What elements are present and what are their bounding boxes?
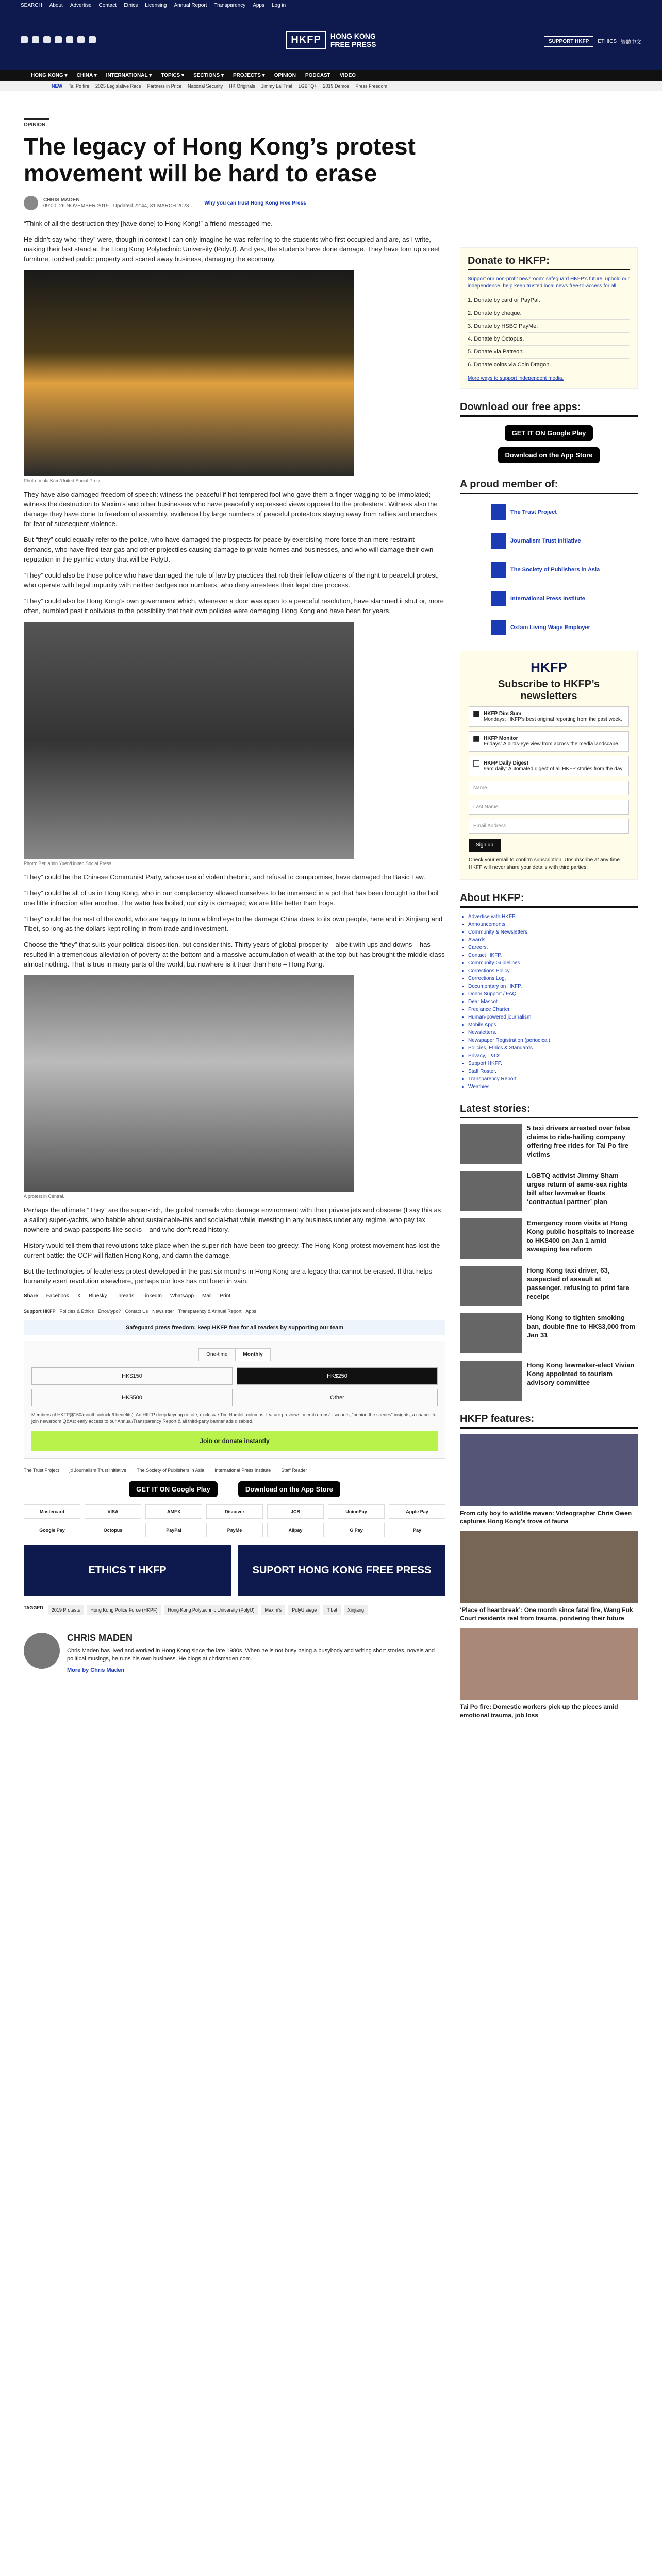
nav-item[interactable]: TOPICS ▾ [161, 72, 185, 78]
article [24, 118, 445, 1673]
share-label: Share [24, 1293, 38, 1299]
donate-way[interactable]: 4. Donate by Octopus. [468, 333, 630, 346]
photo-caption: Photo: Viola Kam/United Social Press. [24, 478, 103, 483]
checkbox[interactable] [473, 736, 479, 742]
newsletter-option[interactable]: HKFP Daily Digest 9am daily: Automated digest of all HKFP stories from the day. [469, 756, 629, 776]
share-whatsapp[interactable]: WhatsApp [170, 1293, 194, 1299]
donate-intro[interactable]: Support our non-profit newsroom: safeguard HKFP’s future, uphold our independence, help keep trusted local news free-to-access for all. [468, 276, 630, 289]
app-store-button[interactable]: Download on the App Store [238, 1481, 340, 1497]
trending-item[interactable]: HK Originals [229, 83, 255, 89]
newsletter-heading: Subscribe to HKFP’s newsletters [498, 679, 600, 702]
about-link[interactable]: • Dear Mascot. [468, 998, 638, 1006]
nav-item[interactable]: CHINA ▾ [76, 72, 97, 78]
sidebar-heading: A proud member of: [460, 479, 638, 494]
last-name-field[interactable]: Last Name [469, 800, 629, 815]
ethics-link[interactable]: ETHICS [598, 39, 617, 44]
paragraph: He didn’t say who “they” were, though in context I can only imagine he was referring to the students who first occupied and are, as I write, making their last stand at the Hong Kong Polytechnic University (PolyU). And yes, the students have done damage. They have torn up street furniture, torched public property and scared away business, damaging the economy. [24, 235, 440, 263]
site-link[interactable]: Support HKFP [24, 1309, 56, 1314]
tag[interactable]: 2019 Protests [48, 1605, 84, 1615]
member-logo[interactable]: Journalism Trust Initiative [491, 528, 638, 554]
payment-icon: UnionPay [328, 1504, 385, 1519]
amount-option[interactable]: HK$150 [31, 1367, 233, 1385]
newsletter-signup [460, 651, 638, 880]
trending-item[interactable]: Tai Po fire [69, 83, 90, 89]
tag[interactable]: Tibet [323, 1605, 341, 1615]
sidebar-heading: Latest stories: [460, 1103, 638, 1118]
footer-logo[interactable]: International Press Institute [214, 1468, 271, 1473]
newsletter-note: Check your email to confirm subscription. Unsubscribe at any time. HKFP will never share your details with third parties. [469, 857, 621, 870]
safeguard-banner[interactable]: Safeguard press freedom; keep HKFP free for all readers by supporting our team [24, 1320, 445, 1335]
about-link[interactable]: • Community Guidelines. [468, 959, 638, 967]
donate-way[interactable]: 6. Donate coins via Coin Dragon. [468, 359, 630, 371]
threads-icon[interactable] [55, 36, 62, 43]
about-link[interactable]: • Donor Support / FAQ. [468, 990, 638, 998]
trending-item[interactable]: Partners in Price [147, 83, 182, 89]
member-logo[interactable]: Oxfam Living Wage Employer [491, 615, 638, 640]
about-section [460, 892, 638, 1091]
payment-icon: Google Pay [24, 1523, 80, 1537]
paragraph: They have also damaged freedom of speech: witness the peaceful if hot-tempered fool who gave them a finger-wagging to be immolated; witness the destruction to Maxim’s and other businesses who have peacefully expressed views opposed to the protesters’. Witness also the damage they have done to freedom of assembly, evidenced by large numbers of peaceful protestors staying away from rallies and marches for fear of subsequent violence. [24, 490, 438, 528]
email-field[interactable]: Email Address [469, 819, 629, 834]
about-link[interactable]: • Transparency Report. [468, 1075, 638, 1083]
nav-item[interactable]: PROJECTS ▾ [233, 72, 265, 78]
protest-photo [24, 270, 354, 476]
telegram-icon[interactable] [77, 36, 85, 43]
share-x[interactable]: X [77, 1293, 81, 1299]
author-photo [24, 1633, 60, 1669]
footer-logos [24, 1468, 445, 1473]
first-name-field[interactable]: Name [469, 781, 629, 795]
story-thumbnail [460, 1266, 522, 1306]
footer-logo[interactable]: The Society of Publishers in Asia [137, 1468, 205, 1473]
story-thumbnail [460, 1124, 522, 1164]
sidebar-heading: Download our free apps: [460, 401, 638, 417]
signup-button[interactable]: Sign up [469, 839, 501, 852]
features-section [460, 1413, 638, 1719]
trending-item[interactable]: 2019 Demos [323, 83, 350, 89]
about-link[interactable]: • Human-powered journalism. [468, 1013, 638, 1021]
share-linkedin[interactable]: LinkedIn [142, 1293, 162, 1299]
mail-icon[interactable] [89, 36, 96, 43]
share-mail[interactable]: Mail [202, 1293, 212, 1299]
checkbox[interactable] [473, 711, 479, 717]
site-link[interactable]: Newsletter [152, 1309, 174, 1314]
footer-logo[interactable]: The Trust Project [24, 1468, 59, 1473]
nav-item[interactable]: VIDEO [339, 72, 356, 78]
tag[interactable]: Hong Kong Police Force (HKPF) [87, 1605, 161, 1615]
article-kicker[interactable]: OPINION [24, 118, 49, 128]
support-button[interactable]: SUPPORT HKFP [544, 36, 593, 47]
payment-icon: Discover [206, 1504, 263, 1519]
about-link[interactable]: • Awards. [468, 936, 638, 944]
photo-caption: A protest in Central. [24, 1194, 65, 1199]
trending-label: NEW [52, 83, 62, 89]
about-link[interactable]: • Support HKFP. [468, 1060, 638, 1067]
paragraph: “They” could be all of us in Hong Kong, who in our complacency allowed ourselves to be immersed in a pot that has been brought to the boil one little infraction after another. The water has boiled, our city is damaged; we are little better than frogs. [24, 889, 439, 907]
tab-monthly[interactable]: Monthly [235, 1348, 270, 1361]
footer-logo[interactable]: Staff Reader [281, 1468, 307, 1473]
payment-icon: G Pay [328, 1523, 385, 1537]
site-link[interactable]: Contact Us [125, 1309, 148, 1314]
share-bar [24, 1293, 445, 1303]
payment-icon: JCB [267, 1504, 324, 1519]
topbar-item[interactable]: Contact [98, 2, 117, 8]
app-store-button[interactable]: Download on the App Store [498, 447, 600, 463]
author-box-name[interactable]: CHRIS MADEN [67, 1633, 133, 1643]
topbar-item[interactable]: Apps [253, 2, 264, 8]
donate-way[interactable]: 1. Donate by card or PayPal. [468, 294, 630, 307]
article-body [24, 218, 445, 1286]
payment-icon: PayMe [206, 1523, 263, 1537]
site-link[interactable]: Transparency & Annual Report [178, 1309, 242, 1314]
donate-way[interactable]: 2. Donate by cheque. [468, 307, 630, 320]
topbar-item[interactable]: Annual Report [174, 2, 207, 8]
trending-item[interactable]: 2025 Legislative Race [95, 83, 141, 89]
paragraph: But the technologies of leaderless protest developed in the past six months in Hong Kong are a legacy that cannot be erased. If that helps humanity exert revolution elsewhere, perhaps our loss has not been in vain. [24, 1267, 433, 1285]
share-facebook[interactable]: Facebook [46, 1293, 69, 1299]
amount-option[interactable]: HK$500 [31, 1389, 233, 1406]
ethics-banner[interactable]: ETHICS T HKFP [24, 1545, 231, 1596]
social-icons [21, 36, 96, 43]
payment-icon: PayPal [145, 1523, 202, 1537]
paragraph: Choose the “they” that suits your political disposition, but consider this. Thirty years of global prosperity – albeit with ups and downs – has resulted in a tremendous alleviation of poverty at the bottom and a massive accumulation of wealth at the top but has brought the middle class almost nothing. That is true in many parts of the world, but nowhere is it truer than here – Hong Kong. [24, 941, 445, 968]
main-nav [0, 70, 662, 81]
story-thumbnail [460, 1218, 522, 1259]
payment-icon: Alipay [267, 1523, 324, 1537]
story-item[interactable]: Emergency room visits at Hong Kong public hospitals to increase to HK$400 on Jan 1 amid sweeping fee reform [460, 1218, 638, 1259]
trust-link[interactable]: Why you can trust Hong Kong Free Press [204, 200, 306, 206]
youtube-icon[interactable] [66, 36, 73, 43]
member-logo[interactable]: The Society of Publishers in Asia [491, 557, 638, 583]
membership-benefits: Members of HKFP($150/month unlock 6 benefits): An HKFP deep keyring or tote; exclusive Tim Hamlett columns; feature previews; merch drops/discounts; “behind the scenes” insights; a chance to join newsroom Q&As; early access to our Annual/Transparency Report & all third-party banner ads disabled. [31, 1412, 437, 1424]
byline [24, 196, 445, 210]
member-logo[interactable]: International Press Institute [491, 586, 638, 612]
about-link[interactable]: • Community & Newsletters. [468, 928, 638, 936]
instagram-icon[interactable] [43, 36, 51, 43]
amount-option[interactable]: Other [237, 1389, 438, 1406]
photo-caption: Photo: Benjamin Yuen/United Social Press. [24, 861, 113, 866]
police-photo [24, 622, 354, 859]
join-button[interactable]: Join or donate instantly [31, 1431, 438, 1451]
about-link[interactable]: • Documentary on HKFP. [468, 982, 638, 990]
nav-item[interactable]: HONG KONG ▾ [31, 72, 68, 78]
paragraph: History would tell them that revolutions take place when the super-rich have been too greedy. The Hong Kong protest movement has lost the current battle: the CCP will flatten Hong Kong, and damn the damage. [24, 1242, 440, 1259]
about-link[interactable]: • Newsletters. [468, 1029, 638, 1037]
feature-item[interactable]: From city boy to wildlife maven: Videographer Chris Owen captures Hong Kong’s trove of fauna [460, 1434, 638, 1526]
site-link[interactable]: Apps [245, 1309, 256, 1314]
payment-icon: Octopus [85, 1523, 141, 1537]
promo-banners [24, 1545, 445, 1596]
trending-item[interactable]: Press Freedom [355, 83, 388, 89]
about-link[interactable]: • Announcements. [468, 921, 638, 928]
about-link[interactable]: • Careers. [468, 944, 638, 952]
more-ways-link[interactable]: More ways to support independent media. [468, 376, 564, 381]
feature-image [460, 1628, 638, 1700]
paragraph: “They” could also be Hong Kong’s own government which, whenever a door was open to a peaceful resolution, have slammed it shut or, more often, bumbled past it oblivious to the possibility that their own policies were damaging Hong Kong and have been for years. [24, 597, 444, 615]
newsletter-option[interactable]: HKFP Dim Sum Mondays: HKFP's best original reporting from the past week. [469, 706, 629, 727]
payment-icon: Pay [389, 1523, 445, 1537]
google-play-button[interactable]: GET IT ON Google Play [505, 425, 593, 441]
about-link[interactable]: • Corrections Log. [468, 975, 638, 982]
support-banner[interactable]: SUPORT HONG KONG FREE PRESS [238, 1545, 445, 1596]
story-item[interactable]: Hong Kong lawmaker-elect Vivian Kong appointed to tourism advisory committee [460, 1361, 638, 1401]
paragraph: Perhaps the ultimate “They” are the super-rich, the global nomads who damage environment with their private jets and obscene (I say this as a sailor) super-yachts, who babble about sustainable-this and social-that while investing in any business under any regime, who pay tax nowhere and swap passports like socks – and who don’t read history. [24, 1206, 441, 1233]
share-threads[interactable]: Threads [115, 1293, 135, 1299]
payment-icon: VISA [85, 1504, 141, 1519]
trending-item[interactable]: LGBTQ+ [298, 83, 317, 89]
about-link[interactable]: • Privacy, T&Cs. [468, 1052, 638, 1060]
trending-bar [0, 81, 662, 91]
about-link[interactable]: • Policies, Ethics & Standards. [468, 1044, 638, 1052]
article-title: The legacy of Hong Kong’s protest movement will be hard to erase [24, 133, 416, 187]
trending-item[interactable]: National Security [188, 83, 223, 89]
paragraph: “Think of all the destruction they [have done] to Hong Kong!” a friend messaged me. [24, 219, 273, 227]
feature-image [460, 1531, 638, 1603]
google-play-button[interactable]: GET IT ON Google Play [129, 1481, 218, 1497]
publish-date: 09:00, 26 NOVEMBER 2019 · Updated 22:44, 31 MARCH 2023 [43, 203, 189, 209]
payment-methods [24, 1504, 445, 1537]
donate-way[interactable]: 5. Donate via Patreon. [468, 346, 630, 359]
language-link[interactable]: 繁體中文 [621, 40, 641, 45]
logo-line: HONG KONG [330, 31, 376, 40]
topbar-item[interactable]: About [49, 2, 63, 8]
tag-list [24, 1605, 445, 1615]
about-link[interactable]: • Contact HKFP. [468, 952, 638, 959]
story-item[interactable]: Hong Kong to tighten smoking ban, double fine to HK$3,000 from Jan 31 [460, 1313, 638, 1353]
tag[interactable]: Maxim's [261, 1605, 286, 1615]
sidebar-heading: HKFP features: [460, 1413, 638, 1429]
paragraph: “They” could be the Chinese Communist Party, whose use of violent rhetoric, and refusal to compromise, have damaged the Basic Law. [24, 873, 425, 881]
sidebar [460, 247, 638, 1719]
paragraph: “They” could be the rest of the world, who are happy to turn a blind eye to the damage China does to its own people, here and in Xinjiang and Tibet, so long as the dollars kept rolling in from trade and investment. [24, 915, 443, 933]
more-by-author-link[interactable]: More by Chris Maden [67, 1667, 125, 1673]
nav-item[interactable]: PODCAST [305, 72, 330, 78]
facebook-icon[interactable] [21, 36, 28, 43]
feature-item[interactable]: ‘Place of heartbreak’: One month since fatal fire, Wang Fuk Court residents reel from trauma, pondering their future [460, 1531, 638, 1622]
tag[interactable]: Hong Kong Polytechnic University (PolyU) [164, 1605, 258, 1615]
hkfp-logo: HKFP [531, 659, 567, 675]
paragraph: “They” could also be those police who have damaged the rule of law by practices that rob their fellow citizens of the right to peaceful protest, who operate with legal impunity with neither badges nor numbers, who deny arrestees their legal due process. [24, 571, 439, 589]
topbar-item[interactable]: Ethics [123, 2, 138, 8]
site-link[interactable]: Policies & Ethics [59, 1309, 94, 1314]
site-link[interactable]: Error/typo? [98, 1309, 121, 1314]
x-icon[interactable] [32, 36, 39, 43]
topbar-item[interactable]: Advertise [70, 2, 92, 8]
about-link[interactable]: • Freelance Charter. [468, 1006, 638, 1013]
about-link[interactable]: • Newspaper Registration (periodical). [468, 1037, 638, 1044]
payment-icon: Apple Pay [389, 1504, 445, 1519]
story-item[interactable]: Hong Kong taxi driver, 63, suspected of assault at passenger, refusing to print fare receipt [460, 1266, 638, 1306]
site-header [0, 10, 662, 70]
nav-item[interactable]: SECTIONS ▾ [193, 72, 224, 78]
share-print[interactable]: Print [220, 1293, 230, 1299]
story-item[interactable]: 5 taxi drivers arrested over false claims to ride-hailing company offering free rides for Tai Po fire victims [460, 1124, 638, 1164]
about-link[interactable]: • Mobile Apps. [468, 1021, 638, 1029]
donation-widget [24, 1341, 445, 1459]
topbar-item[interactable]: Licensing [145, 2, 167, 8]
story-thumbnail [460, 1361, 522, 1401]
about-link[interactable]: • Advertise with HKFP. [468, 913, 638, 921]
checkbox[interactable] [473, 760, 479, 767]
logo-mark: HKFP [286, 31, 326, 49]
tags-label: TAGGED: [24, 1605, 45, 1611]
payment-icon: AMEX [145, 1504, 202, 1519]
topbar-item[interactable]: SEARCH [21, 2, 42, 8]
sidebar-heading: Donate to HKFP: [468, 255, 630, 270]
newsletter-option[interactable]: HKFP Monitor Fridays: A birds-eye view from across the media landscape. [469, 731, 629, 752]
story-thumbnail [460, 1313, 522, 1353]
feature-item[interactable]: Tai Po fire: Domestic workers pick up the pieces amid emotional trauma, job loss [460, 1628, 638, 1719]
author-box [24, 1624, 445, 1673]
story-item[interactable]: LGBTQ activist Jimmy Sham urges return of same-sex rights bill after lawmaker floats ‘contractual partner’ plan [460, 1171, 638, 1211]
story-thumbnail [460, 1171, 522, 1211]
author-bio: Chris Maden has lived and worked in Hong Kong since the late 1980s. When he is not busy being a busybody and writing short stories, novels and political musings, he runs his own business. He blogs at chrismaden.com. [67, 1648, 435, 1662]
author-name[interactable]: CHRIS MADEN [43, 197, 80, 203]
member-logo[interactable]: The Trust Project [491, 499, 638, 525]
about-link[interactable]: • Corrections Policy. [468, 967, 638, 975]
donate-way[interactable]: 3. Donate by HSBC PayMe. [468, 320, 630, 333]
about-link[interactable]: • Staff Roster. [468, 1067, 638, 1075]
feature-image [460, 1434, 638, 1506]
tag[interactable]: PolyU siege [288, 1605, 320, 1615]
sidebar-donate [460, 247, 638, 389]
payment-icon: Mastercard [24, 1504, 80, 1519]
site-links [24, 1309, 445, 1314]
about-link[interactable]: • Weathies [468, 1083, 638, 1091]
sidebar-heading: About HKFP: [460, 892, 638, 908]
footer-logo[interactable]: jti Journalism Trust Initiative [69, 1468, 127, 1473]
nav-item[interactable]: OPINION [274, 72, 296, 78]
site-logo[interactable] [286, 31, 376, 49]
paragraph: But “they” could equally refer to the police, who have damaged the prospects for peace by exercising more force than mere restraint demands, who have fired tear gas and other projectiles causing damage to private homes and businesses, and who will damage their own reputation in the pyrrhic victory that will be PolyU. [24, 536, 434, 563]
trending-item[interactable]: Jimmy Lai Trial [261, 83, 292, 89]
share-bluesky[interactable]: Bluesky [89, 1293, 107, 1299]
amount-option-selected[interactable]: HK$250 [237, 1367, 438, 1385]
top-utility-bar [0, 0, 662, 10]
topbar-item[interactable]: Log in [272, 2, 286, 8]
logo-line: FREE PRESS [330, 40, 376, 48]
tab-one-time[interactable]: One-time [198, 1348, 235, 1361]
author-avatar [24, 196, 38, 210]
tag[interactable]: Xinjiang [344, 1605, 368, 1615]
nav-item[interactable]: INTERNATIONAL ▾ [106, 72, 152, 78]
crowd-photo [24, 975, 354, 1192]
topbar-item[interactable]: Transparency [214, 2, 246, 8]
latest-stories [460, 1103, 638, 1401]
